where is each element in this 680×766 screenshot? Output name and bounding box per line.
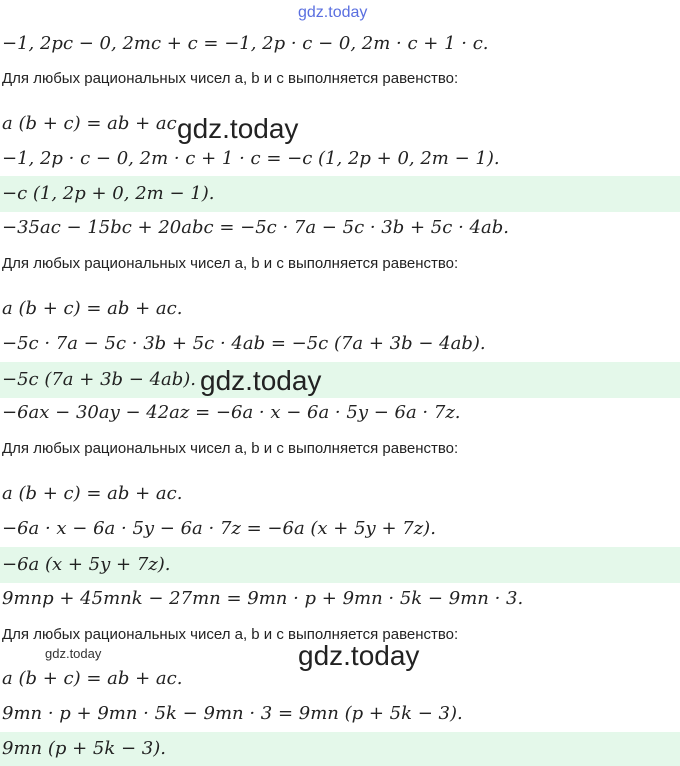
watermark-top: gdz.today (298, 4, 368, 21)
math-line: 9mnp + 45mnk − 27mn = 9mn · p + 9mn · 5k − 9mn · 3. (2, 588, 524, 609)
text-line: Для любых рациональных чисел a, b и c выполняется равенство: (2, 440, 459, 457)
answer-line: −c (1, 2p + 0, 2m − 1). (0, 176, 680, 212)
watermark: gdz.today (177, 113, 299, 144)
math-line: −6ax − 30ay − 42az = −6a · x − 6a · 5y − 6a · 7z. (2, 402, 461, 423)
math-line: −1, 2p · c − 0, 2m · c + 1 · c = −c (1, 2p + 0, 2m − 1). (2, 148, 500, 169)
math-line: −6a · x − 6a · 5y − 6a · 7z = −6a (x + 5y + 7z). (2, 518, 436, 539)
math-line: −35ac − 15bc + 20abc = −5c · 7a − 5c · 3b + 5c · 4ab. (2, 217, 509, 238)
math-line: 9mn · p + 9mn · 5k − 9mn · 3 = 9mn (p + 5k − 3). (2, 703, 463, 724)
math-line: −5c · 7a − 5c · 3b + 5c · 4ab = −5c (7a + 3b − 4ab). (2, 333, 486, 354)
text-line: Для любых рациональных чисел a, b и c выполняется равенство: (2, 255, 459, 272)
answer-line: −6a (x + 5y + 7z). (0, 547, 680, 583)
text-line: Для любых рациональных чисел a, b и c выполняется равенство: (2, 70, 459, 87)
watermark: gdz.today (298, 640, 420, 671)
watermark-small: gdz.today (45, 646, 102, 661)
answer-line: 9mn (p + 5k − 3). (0, 732, 680, 766)
watermark: gdz.today (200, 365, 322, 396)
math-line: a (b + c) = ab + ac. (2, 483, 183, 504)
math-line: a (b + c) = ab + ac. (2, 298, 183, 319)
text-line: Для любых рациональных чисел a, b и c выполняется равенство: (2, 626, 459, 643)
math-line: a (b + c) = ab + ac. (2, 668, 183, 689)
math-line: −1, 2pc − 0, 2mc + c = −1, 2p · c − 0, 2m · c + 1 · c. (2, 33, 489, 54)
answer-line: −5c (7a + 3b − 4ab). (0, 362, 680, 398)
math-line: a (b + c) = ab + ac. (2, 113, 183, 134)
